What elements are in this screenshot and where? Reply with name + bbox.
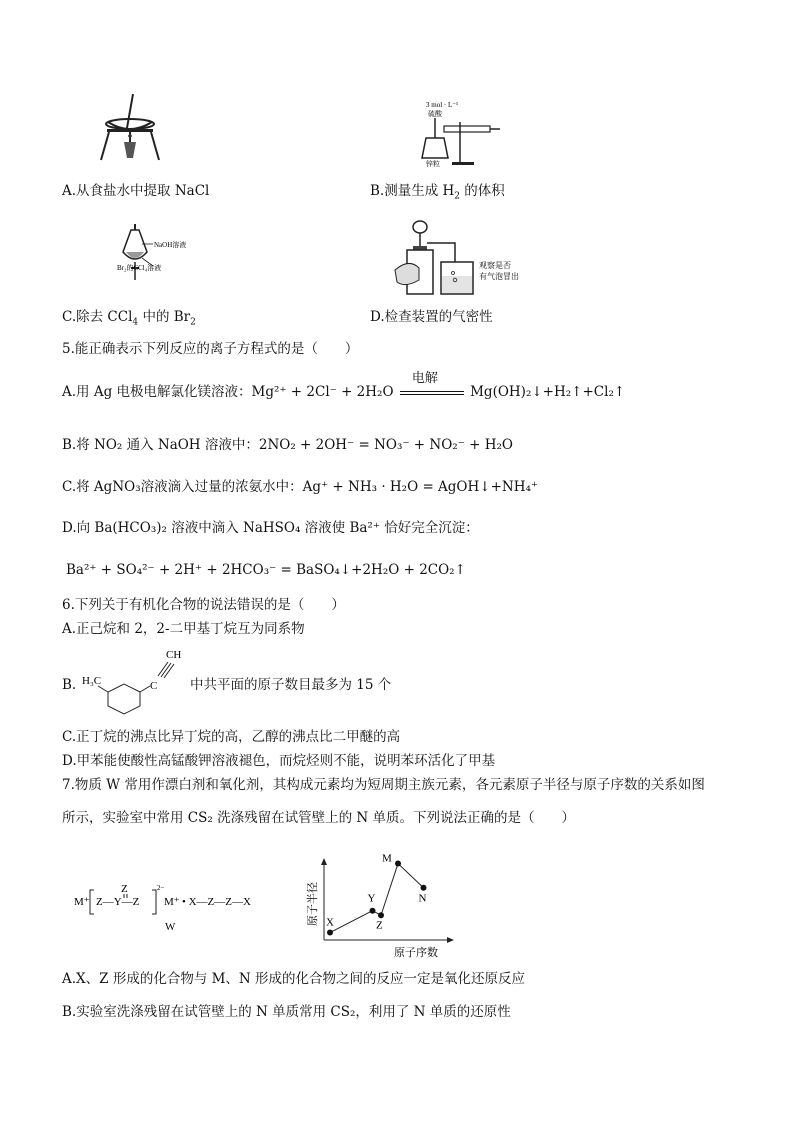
z-top: Z [121, 883, 128, 895]
q5-option-c: C.将 AgNO₃溶液滴入过量的浓氨水中：Ag⁺ + NH₃ · H₂O = AgOH↓+NH₄⁺ [62, 479, 539, 495]
q5-option-b: B.将 NO₂ 通入 NaOH 溶液中：2NO₂ + 2OH⁻ = NO₃⁻ + NO₂⁻ + H₂O [62, 437, 513, 453]
z-y-z-chain: Z—Y—Z [96, 896, 140, 908]
naoh-label: NaOH溶液 [154, 241, 187, 249]
x-axis-label: 原子序数 [394, 947, 438, 959]
zinc-label: 锌粒 [426, 160, 440, 168]
gas-volume-apparatus-figure [410, 96, 505, 168]
q6-stem: 6.下列关于有机化合物的说法错误的是（ ） [62, 597, 345, 613]
radius-vs-atomic-number-chart [300, 848, 460, 960]
option-a-q4: A.从食盐水中提取 NaCl [62, 183, 210, 199]
point-y [370, 908, 376, 914]
option-c-q4: C.除去 CCl$_4$ 中的 $Br_2$ [62, 309, 196, 328]
q5-option-a: A.用 Ag 电极电解氯化镁溶液：Mg²⁺ + 2Cl⁻ + 2H₂O 电解 Mg(OH)₂↓+H₂↑+Cl₂↑ [62, 370, 626, 400]
q5-stem: 5.能正确表示下列反应的离子方程式的是（ ） [62, 341, 359, 357]
acid-conc-label: 3 mol · L⁻¹ [426, 101, 459, 109]
w-label: W [165, 921, 176, 933]
electrolysis-arrow [398, 370, 466, 402]
q6-option-b-prefix: B. [62, 677, 77, 693]
q7-option-b: B.实验室洗涤残留在试管壁上的 N 单质常用 CS₂，利用了 N 单质的还原性 [62, 1004, 511, 1020]
point-n [421, 885, 427, 891]
point-label-z: Z [376, 919, 383, 932]
point-label-m: M [382, 852, 392, 865]
q6-option-b-text: 中共平面的原子数目最多为 15 个 [190, 677, 392, 693]
compound-w-structure [72, 880, 272, 950]
q7-stem-line2: 所示，实验室中常用 CS₂ 洗涤残留在试管壁上的 N 单质。下列说法正确的是（ ） [62, 810, 575, 826]
y-axis-label: 原子半径 [307, 882, 319, 926]
m-ion-2: M⁺ [164, 896, 180, 908]
airtightness-check-figure [395, 218, 525, 298]
x-z-z-x-chain: • X—Z—Z—X [182, 896, 251, 908]
c-label: C [150, 680, 158, 692]
option-b-q4: B.测量生成 $H_2$ 的体积 [370, 183, 505, 202]
m-ion-1: M⁺ [74, 896, 90, 908]
q5-option-d-line2: Ba²⁺ + SO₄²⁻ + 2H⁺ + 2HCO₃⁻ = BaSO₄↓+2H₂O + 2CO₂↑ [66, 562, 466, 578]
q5-option-d-line1: D.向 Ba(HCO₃)₂ 溶液中滴入 NaHSO₄ 溶液使 Ba²⁺ 恰好完全沉淀： [62, 520, 479, 536]
ch-label: CH [166, 649, 182, 661]
option-d-q4: D.检查装置的气密性 [370, 309, 493, 325]
separatory-funnel-figure [115, 222, 210, 284]
point-z [378, 912, 384, 918]
q7-option-a: A.X、Z 形成的化合物与 M、N 形成的化合物之间的反应一定是氧化还原反应 [62, 971, 526, 987]
observe-label-2: 有气泡冒出 [479, 272, 519, 281]
h3c-label: H₃C [82, 675, 102, 687]
evaporation-apparatus-figure [95, 92, 165, 164]
point-label-x: X [326, 916, 334, 929]
acid-label: 硫酸 [428, 110, 442, 118]
q6-option-d: D.甲苯能使酸性高锰酸钾溶液褪色，而烷烃则不能，说明苯环活化了甲基 [62, 753, 496, 769]
q7-stem-line1: 7.物质 W 常用作漂白剂和氧化剂，其构成元素均为短周期主族元素，各元素原子半径与原子序数的关系如图 [62, 777, 705, 793]
charge-label: 2− [157, 884, 165, 892]
point-label-n: N [418, 892, 427, 905]
electrolysis-condition: 电解 [411, 370, 438, 386]
q6-option-a: A.正己烷和 2，2-二甲基丁烷互为同系物 [62, 621, 305, 637]
point-m [395, 861, 401, 867]
ethynyl-toluene-structure [80, 644, 190, 706]
point-x [327, 930, 333, 936]
q6-option-c: C.正丁烷的沸点比异丁烷的高，乙醇的沸点比二甲醚的高 [62, 729, 401, 745]
points-layer [326, 853, 427, 936]
bromine-label: Br₂的CCl₄溶液 [117, 264, 162, 272]
point-label-y: Y [367, 892, 376, 905]
observe-label-1: 观察是否 [479, 261, 511, 270]
